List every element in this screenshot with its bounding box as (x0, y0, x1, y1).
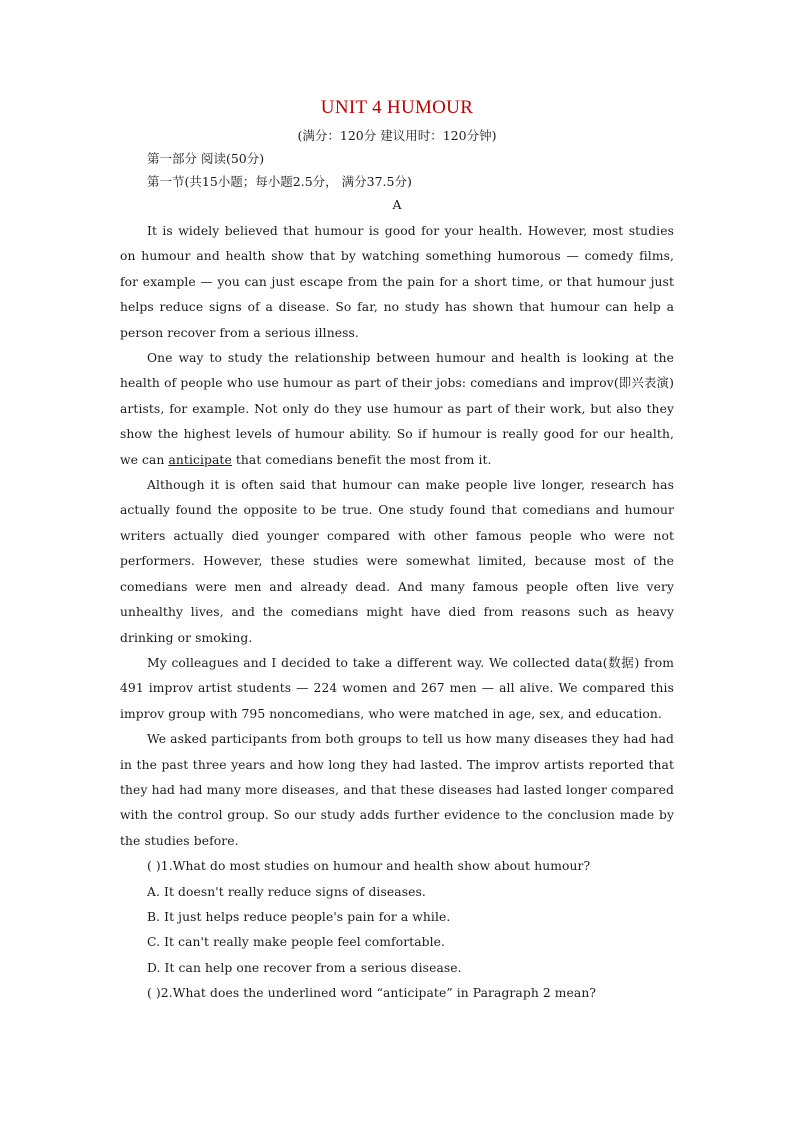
passage-paragraph-3: Although it is often said that humour can make people live longer, research has actually found the opposite to be true. One study found that comedians and humour writers actually died younger compared with other famous people who were not performers. However, these studies were somewhat limited, because most of the comedians were men and already dead. And many famous people often live very unhealthy lives, and the comedians might have died from reasons such as heavy drinking or smoking. (120, 478, 674, 645)
paragraph-2-text-start: One way to study the relationship between humour and health is looking at the health of people who use humour as part of their jobs: comedians and improv(即兴表演) artists, for example. Not only do they use humour as part of their work, but also they show the highest levels of humour ability. So if humour is really good for our health, we can (120, 351, 674, 467)
question-1-option-d: D. It can help one recover from a serious disease. (147, 960, 462, 975)
section-heading: 第一节(共15小题；每小题2.5分， 满分37.5分) (147, 174, 412, 189)
part-heading: 第一部分 阅读(50分) (147, 151, 265, 166)
document-page (120, 96, 674, 1007)
question-1-option-a: A. It doesn't really reduce signs of diseases. (147, 884, 426, 899)
passage-paragraph-2 (120, 346, 674, 473)
unit-title: UNIT 4 HUMOUR (320, 97, 474, 118)
passage-letter: A (392, 197, 402, 212)
paragraph-2-text-end: that comedians benefit the most from it. (231, 452, 492, 467)
question-1-option-c: C. It can't really make people feel comfortable. (147, 935, 446, 950)
question-1-option-b: B. It just helps reduce people's pain for a while. (147, 909, 451, 924)
underlined-word: anticipate (168, 452, 232, 467)
question-2-stem: ( )2.What does the underlined word “anticipate” in Paragraph 2 mean? (147, 986, 597, 1001)
passage-paragraph-5: We asked participants from both groups to tell us how many diseases they had had in the past three years and how long they had lasted. The improv artists reported that they had had many more diseases, and that these diseases had lasted longer compared with the control group. So our study adds further evidence to the conclusion made by the studies before. (120, 732, 674, 848)
passage-paragraph-1: It is widely believed that humour is good for your health. However, most studies on humour and health show that by watching something humorous — comedy films, for example — you can just escape from the pain for a short time, or that humour just helps reduce signs of a disease. So far, no study has shown that humour can help a person recover from a serious illness. (120, 224, 674, 340)
score-time-info: (满分：120分 建议用时：120分钟) (297, 128, 497, 143)
question-1-stem: ( )1.What do most studies on humour and health show about humour? (147, 859, 591, 874)
passage-paragraph-4: My colleagues and I decided to take a different way. We collected data(数据) from 491 improv artist students — 224 women and 267 men — all alive. We compared this improv group with 795 noncomedians, who were matched in age, sex, and education. (120, 655, 674, 721)
